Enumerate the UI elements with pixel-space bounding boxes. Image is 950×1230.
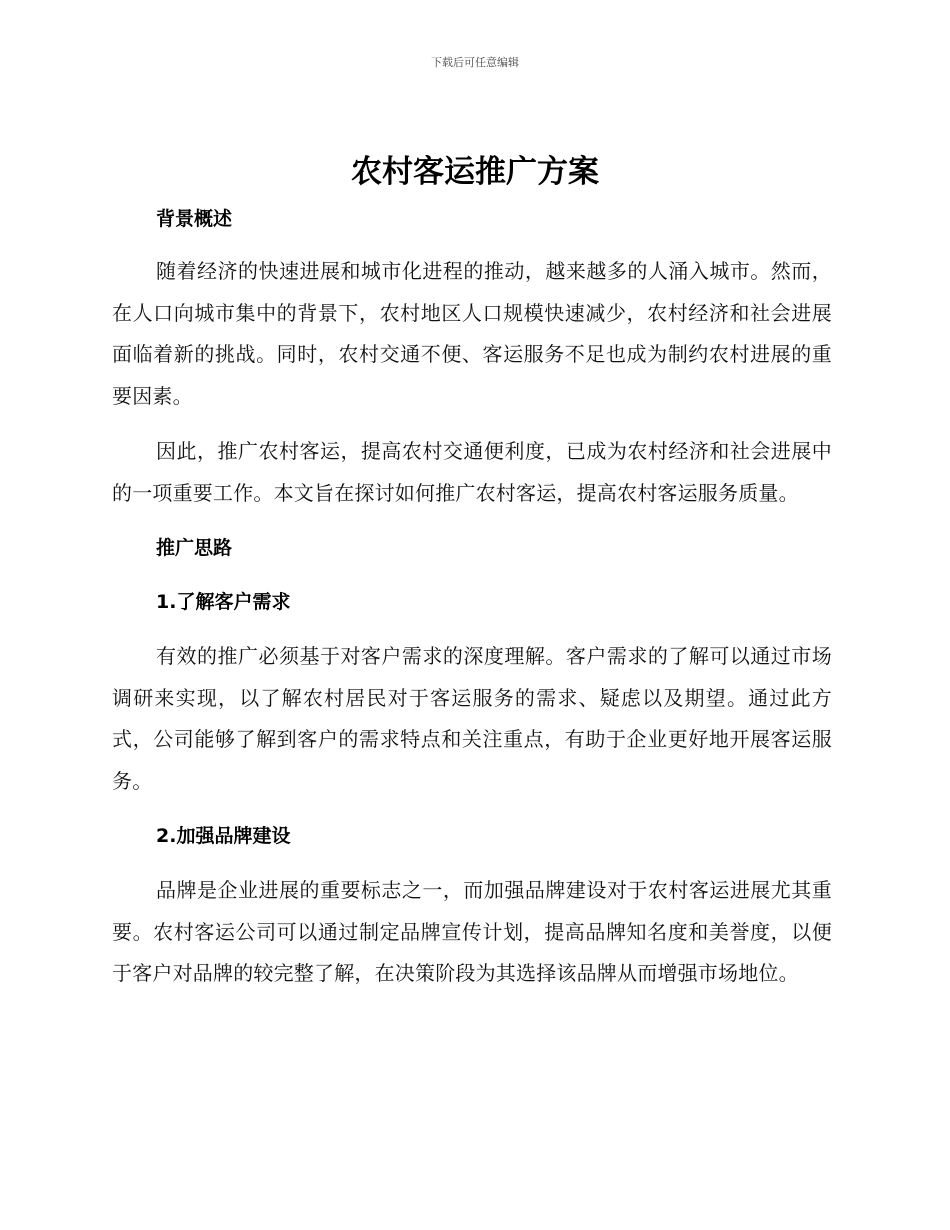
subheading-item-2: 2.加强品牌建设: [156, 825, 291, 847]
paragraph-item-1: 有效的推广必须基于对客户需求的深度理解。客户需求的了解可以通过市场调研来实现，以了解农村居民对于客运服务的需求、疑虑以及期望。通过此方式，公司能够了解到客户的需求特点和关注重点，有助于企业更好地开展客运服务。: [112, 644, 832, 793]
subheading-item-1: 1.了解客户需求: [156, 591, 291, 613]
paragraph-background-1: 随着经济的快速进展和城市化进程的推动，越来越多的人涌入城市。然而，在人口向城市集中的背景下，农村地区人口规模快速减少，农村经济和社会进展面临着新的挑战。同时，农村交通不便、客运服务不足也成为制约农村进展的重要因素。: [112, 259, 832, 408]
paragraph-item-2: 品牌是企业进展的重要标志之一，而加强品牌建设对于农村客运进展尤其重要。农村客运公司可以通过制定品牌宣传计划，提高品牌知名度和美誉度，以便于客户对品牌的较完整了解，在决策阶段为其选择该品牌从而增强市场地位。: [112, 878, 832, 985]
section-heading-background: 背景概述: [156, 208, 233, 230]
document-body: [112, 199, 832, 995]
paragraph-background-2: 因此，推广农村客运，提高农村交通便利度，已成为农村经济和社会进展中的一项重要工作。本文旨在探讨如何推广农村客运，提高农村客运服务质量。: [112, 439, 832, 505]
header-note: 下载后可任意编辑: [431, 56, 519, 69]
section-heading-approach: 推广思路: [156, 537, 233, 559]
document-title: 农村客运推广方案: [351, 154, 599, 190]
